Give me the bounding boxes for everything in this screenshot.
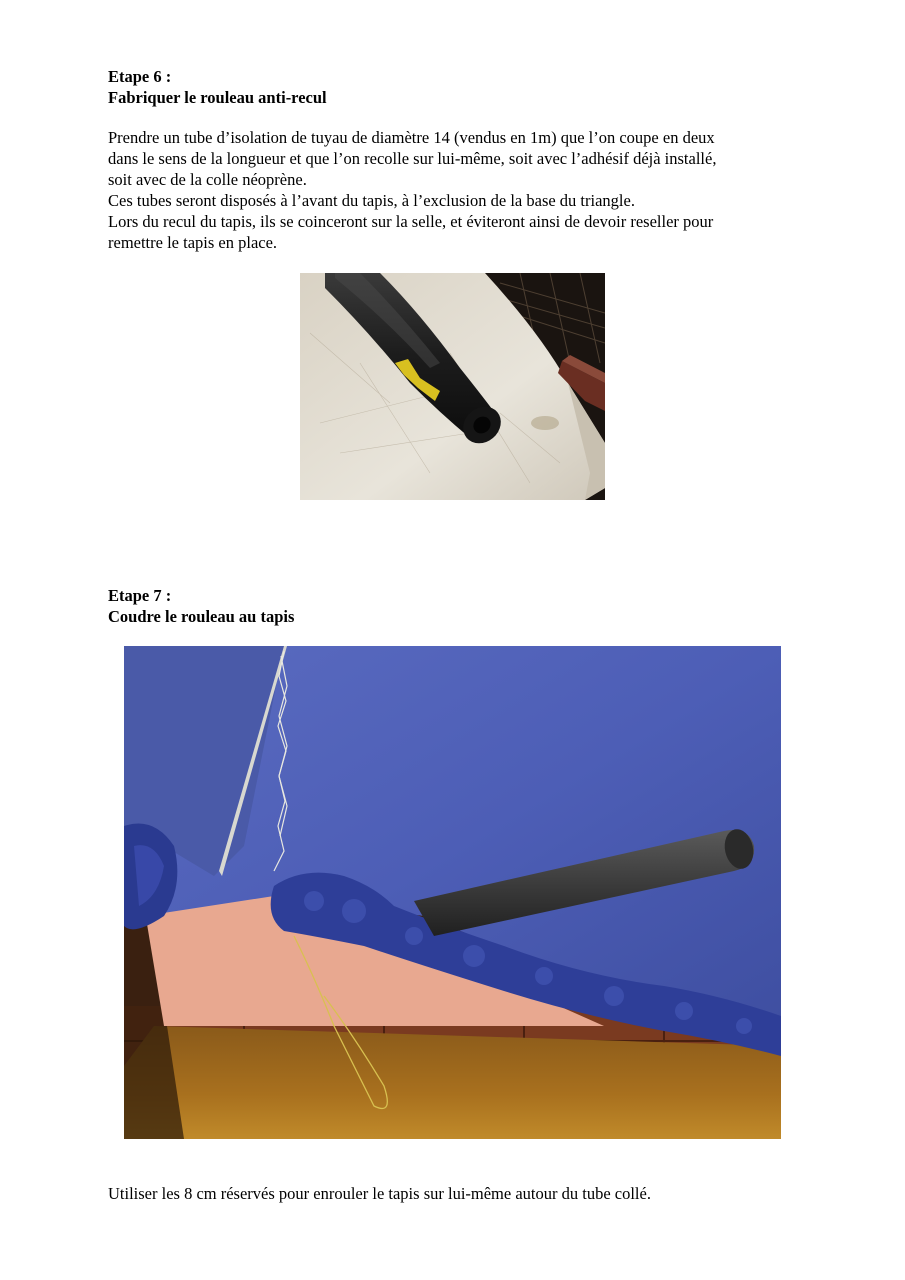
step6-line: Lors du recul du tapis, ils se coinceront sur la selle, et éviteront ainsi de devoir reseller pour xyxy=(108,212,714,231)
step6-heading xyxy=(108,66,327,108)
step6-line: dans le sens de la longueur et que l’on recolle sur lui-même, soit avec l’adhésif déjà installé, xyxy=(108,149,717,168)
step6-line: Ces tubes seront disposés à l’avant du tapis, à l’exclusion de la base du triangle. xyxy=(108,191,635,210)
saddle-pad-photo xyxy=(124,646,781,1139)
step7-caption-block xyxy=(108,1183,798,1204)
step7-heading xyxy=(108,585,294,627)
step6-line: Prendre un tube d’isolation de tuyau de diamètre 14 (vendus en 1m) que l’on coupe en deux xyxy=(108,128,715,147)
step7-title: Coudre le rouleau au tapis xyxy=(108,607,295,626)
step6-paragraph xyxy=(108,127,798,253)
step6-line: remettre le tapis en place. xyxy=(108,233,278,252)
insulation-tube-photo xyxy=(300,273,605,500)
step7-caption: Utiliser les 8 cm réservés pour enrouler le tapis sur lui-même autour du tube collé. xyxy=(108,1184,651,1203)
step7-number: Etape 7 : xyxy=(108,586,172,605)
step6-line: soit avec de la colle néoprène. xyxy=(108,170,307,189)
insulation-tube-illustration xyxy=(300,273,605,500)
step6-number: Etape 6 : xyxy=(108,67,172,86)
step6-title: Fabriquer le rouleau anti-recul xyxy=(108,88,327,107)
saddle-pad-illustration xyxy=(124,646,781,1139)
